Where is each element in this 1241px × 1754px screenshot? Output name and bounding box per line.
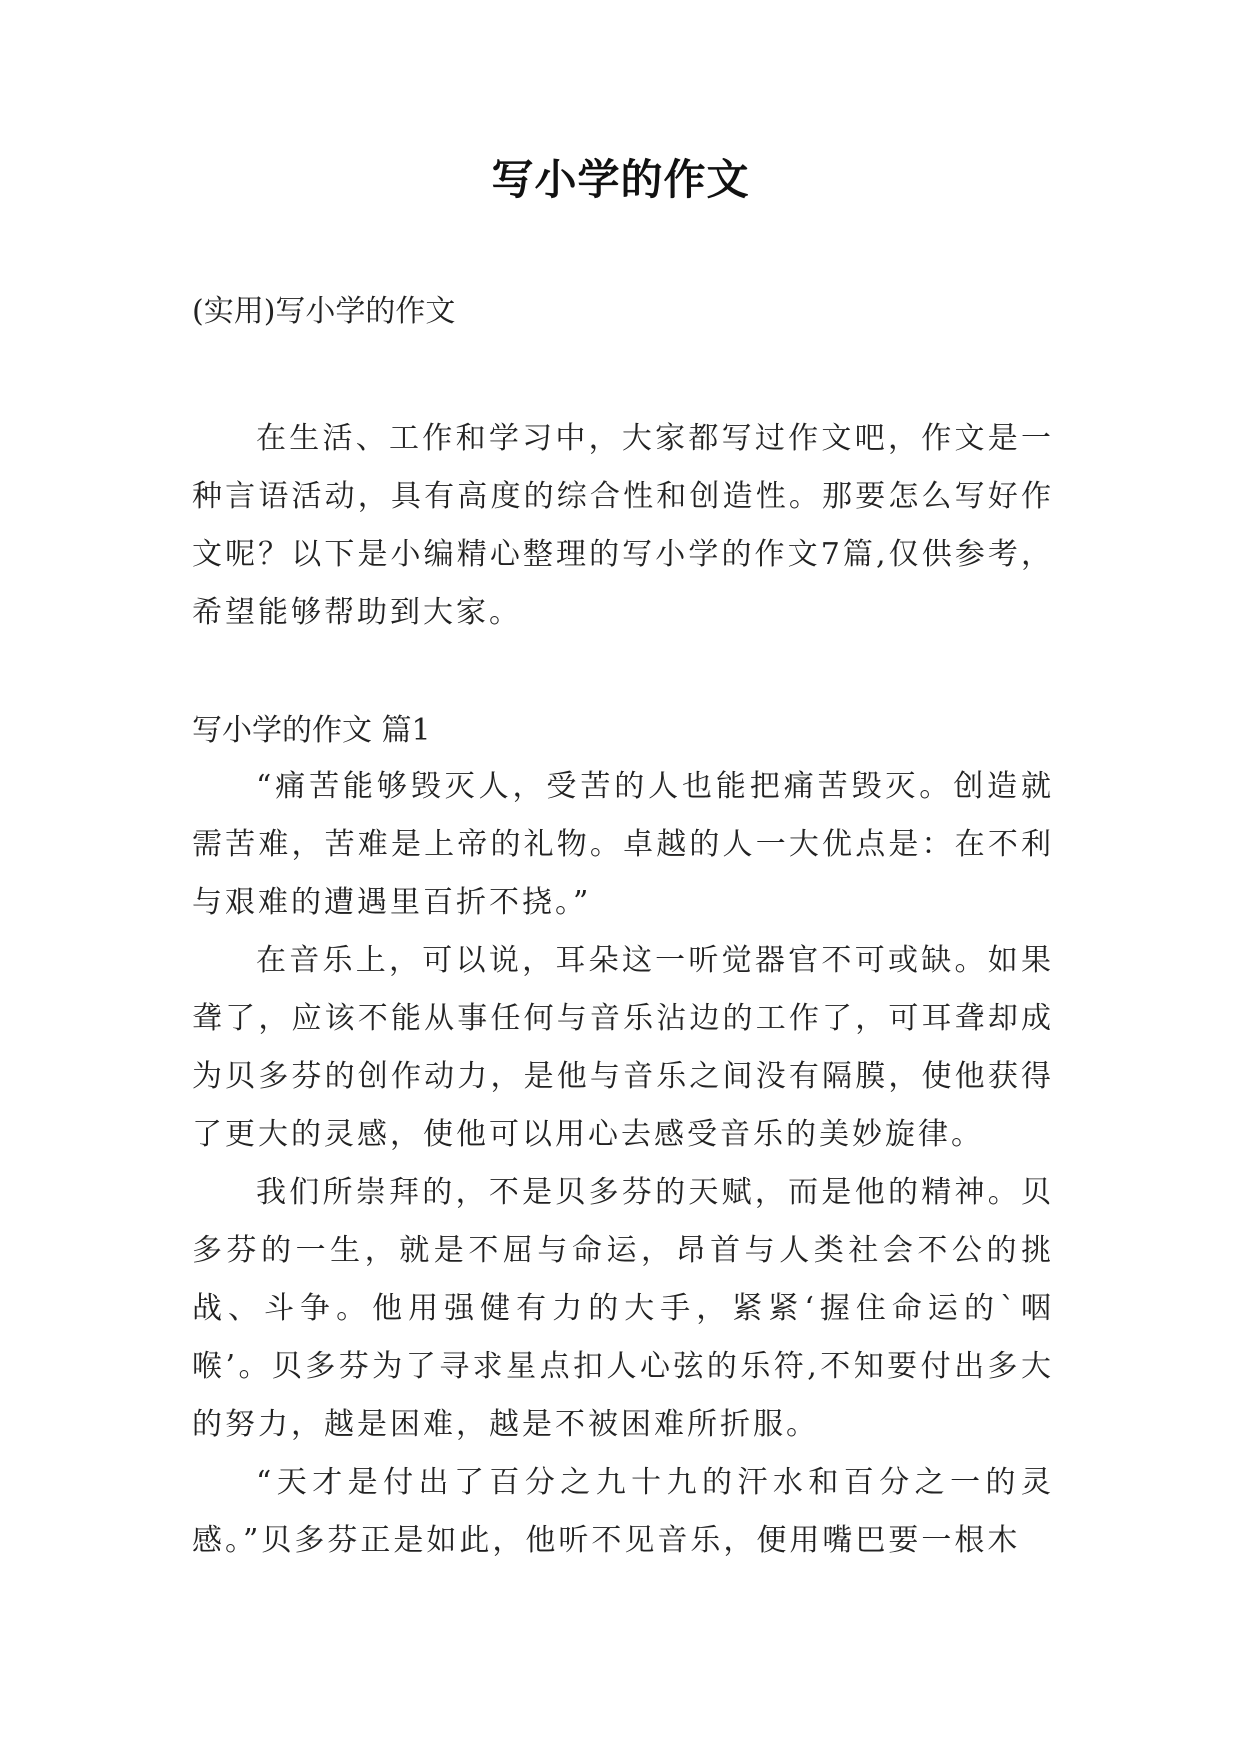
section-heading: 写小学的作文 篇1 xyxy=(192,713,431,748)
document-subtitle: (实用)写小学的作文 xyxy=(192,294,456,329)
body-paragraph: 我们所崇拜的，不是贝多芬的天赋，而是他的精神。贝多芬的一生，就是不屈与命运，昂首与人类社会不公的挑战、斗争。他用强健有力的大手，紧紧‘握住命运的`咽喉’。贝多芬为了寻求星点扣人心弦的乐符,不知要付出多大的努力，越是困难，越是不被困难所折服。 xyxy=(192,1175,1054,1442)
body-paragraph: “天才是付出了百分之九十九的汗水和百分之一的灵感。”贝多芬正是如此，他听不见音乐，便用嘴巴要一根木 xyxy=(192,1465,1054,1558)
document-title: 写小学的作文 xyxy=(491,155,750,204)
intro-paragraph: 在生活、工作和学习中，大家都写过作文吧，作文是一种言语活动，具有高度的综合性和创造性。那要怎么写好作文呢？以下是小编精心整理的写小学的作文7篇,仅供参考，希望能够帮助到大家。 xyxy=(192,421,1054,630)
body-paragraph: 在音乐上，可以说，耳朵这一听觉器官不可或缺。如果聋了，应该不能从事任何与音乐沾边的工作了，可耳聋却成为贝多芬的创作动力，是他与音乐之间没有隔膜，使他获得了更大的灵感，使他可以用心去感受音乐的美妙旋律。 xyxy=(192,943,1054,1152)
body-paragraph: “痛苦能够毁灭人，受苦的人也能把痛苦毁灭。创造就需苦难，苦难是上帝的礼物。卓越的人一大优点是：在不利与艰难的遭遇里百折不挠。” xyxy=(192,769,1054,920)
